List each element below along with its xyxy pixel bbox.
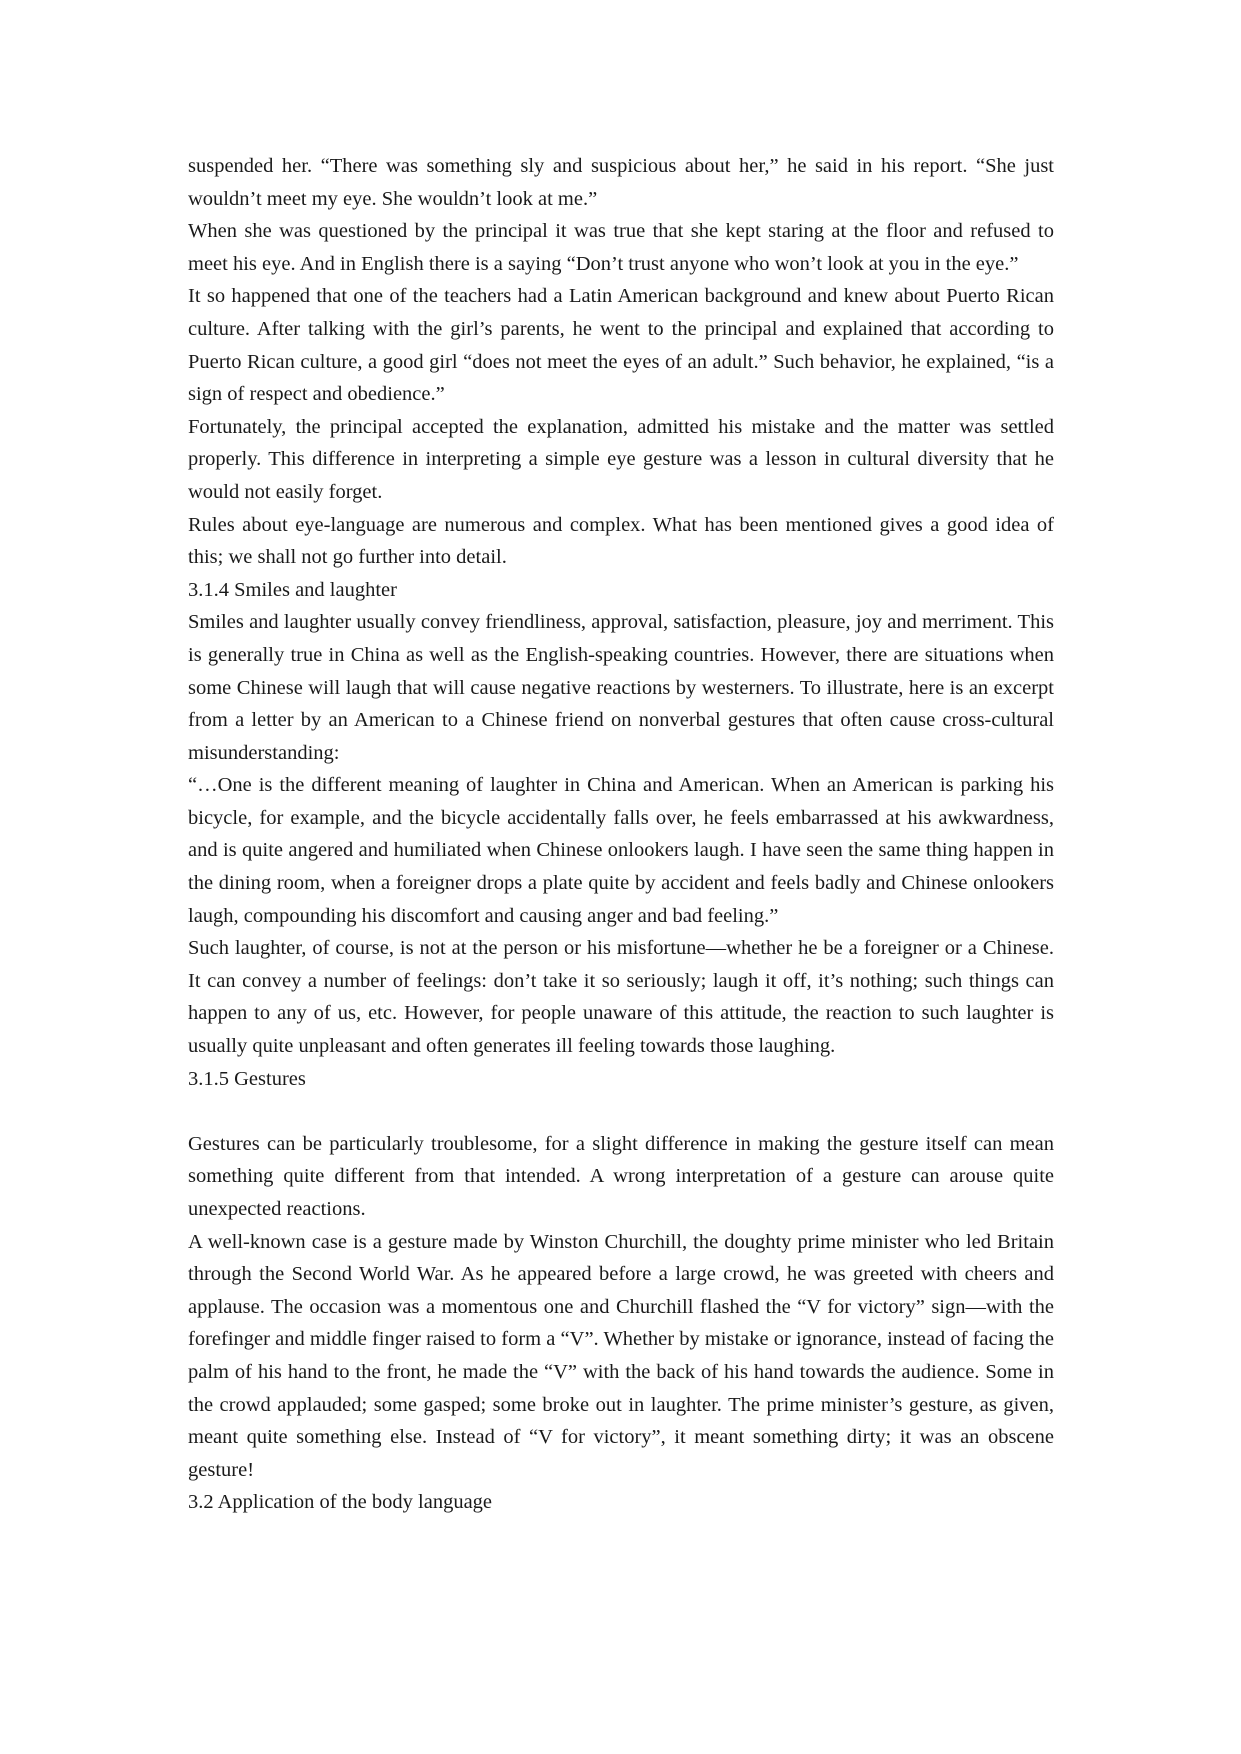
paragraph-churchill-case: A well-known case is a gesture made by Winston Churchill, the doughty prime minister who led Britain through the Second World War. As he appeared before a large crowd, he was greeted with cheers and applause. The occasion was a momentous one and Churchill flashed the “V for victory” sign—with the forefinger and middle finger raised to form a “V”. Whether by mistake or ignorance, instead of facing the palm of his hand to the front, he made the “V” with the back of his hand towards the audience. Some in the crowd applauded; some gasped; some broke out in laughter. The prime minister’s gesture, as given, meant quite something else. Instead of “V for victory”, it meant something dirty; it was an obscene gesture!: [188, 1230, 1054, 1481]
body-text-column: [188, 150, 1054, 1519]
paragraph-smiles-convey: Smiles and laughter usually convey friendliness, approval, satisfaction, pleasure, joy and merriment. This is generally true in China as well as the English-speaking countries. However, there are situations when some Chinese will laugh that will cause negative reactions by westerners. To illustrate, here is an excerpt from a letter by an American to a Chinese friend on nonverbal gestures that often cause cross-cultural misunderstanding:: [188, 611, 1054, 764]
blank-line: [188, 1095, 1054, 1128]
paragraph-eye-language-rules: Rules about eye-language are numerous and complex. What has been mentioned gives a good idea of this; we shall not go further into detail.: [188, 513, 1054, 569]
paragraph-suspension-report: suspended her. “There was something sly and suspicious about her,” he said in his report. “She just wouldn’t meet my eye. She wouldn’t look at me.”: [188, 155, 1054, 210]
heading-smiles-and-laughter: 3.1.4 Smiles and laughter: [188, 578, 397, 601]
paragraph-letter-excerpt: “…One is the different meaning of laughter in China and American. When an American is parking his bicycle, for example, and the bicycle accidentally falls over, he feels embarrassed at his awkwardness, and is quite angered and humiliated when Chinese onlookers laugh. I have seen the same thing happen in the dining room, when a foreigner drops a plate quite by accident and feels badly and Chinese onlookers laugh, compounding his discomfort and causing anger and bad feeling.”: [188, 774, 1054, 927]
heading-application-body-language: 3.2 Application of the body language: [188, 1491, 493, 1514]
heading-gestures: 3.1.5 Gestures: [188, 1067, 306, 1090]
paragraph-gestures-troublesome: Gestures can be particularly troublesome, for a slight difference in making the gesture itself can mean something quite different from that intended. A wrong interpretation of a gesture can arouse quite unexpected reactions.: [188, 1132, 1054, 1220]
paragraph-principal-accepted: Fortunately, the principal accepted the explanation, admitted his mistake and the matter was settled properly. This difference in interpreting a simple eye gesture was a lesson in cultural diversity that he would not easily forget.: [188, 415, 1054, 503]
paragraph-questioned-by-principal: When she was questioned by the principal it was true that she kept staring at the floor and refused to meet his eye. And in English there is a saying “Don’t trust anyone who won’t look at you in the eye.”: [188, 220, 1054, 275]
paragraph-such-laughter: Such laughter, of course, is not at the person or his misfortune—whether he be a foreigner or a Chinese. It can convey a number of feelings: don’t take it so seriously; laugh it off, it’s nothing; such things can happen to any of us, etc. However, for people unaware of this attitude, the reaction to such laughter is usually quite unpleasant and often generates ill feeling towards those laughing.: [188, 937, 1054, 1058]
paragraph-puerto-rican-culture: It so happened that one of the teachers had a Latin American background and knew about Puerto Rican culture. After talking with the girl’s parents, he went to the principal and explained that according to Puerto Rican culture, a good girl “does not meet the eyes of an adult.” Such behavior, he explained, “is a sign of respect and obedience.”: [188, 285, 1054, 406]
